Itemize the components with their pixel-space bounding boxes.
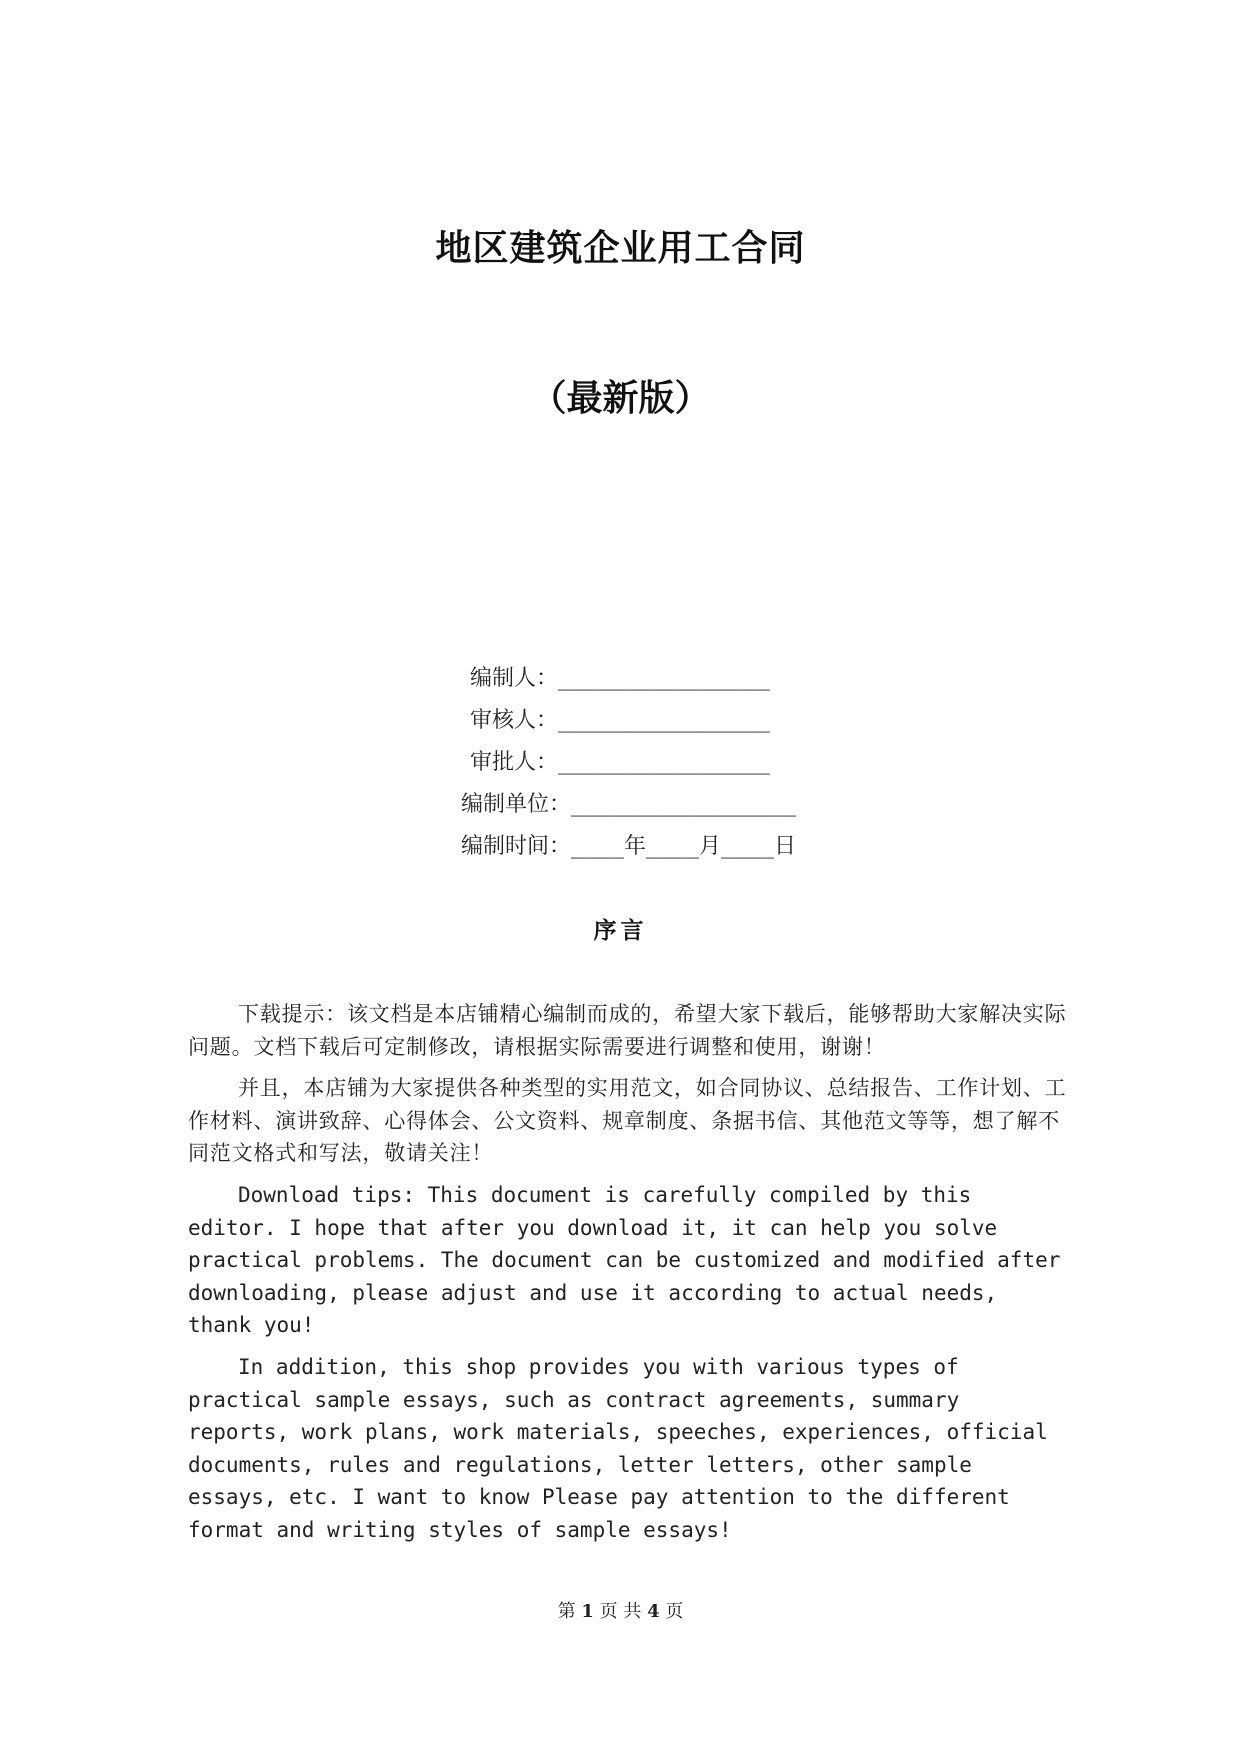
paragraph-download-tip-en: Download tips: This document is carefully compiled by this editor. I hope that after you download it, it can help you solve practical problems. The document can be customized and modified after downloading, please adjust and use it according to actual needs, thank you! [188,1182,1061,1338]
field-line-date: ____年____月____日 [571,834,796,859]
preface-body [188,998,1068,1556]
field-line-compiler: ________________ [558,666,770,691]
paragraph-additional-en: In addition, this shop provides you with various types of practical sample essays, such as contract agreements, summary reports, work plans, work materials, speeches, experiences, official documents, rules and regulations, letter letters, other sample essays, etc. I want to know Please pay attention to the different format and writing styles of sample essays! [188,1354,1048,1542]
field-row-unit [400,784,880,826]
paragraph-additional-cn: 并且，本店铺为大家提供各种类型的实用范文，如合同协议、总结报告、工作计划、工作材料、演讲致辞、心得体会、公文资料、规章制度、条据书信、其他范文等等，想了解不同范文格式和写法，敬请关注！ [188,1076,1067,1166]
document-title: 地区建筑企业用工合同 [435,227,806,269]
field-label-compiler: 编制人： [469,666,558,691]
field-label-reviewer: 审核人： [469,708,558,733]
signature-fields [400,658,880,868]
field-label-unit: 编制单位： [460,792,571,817]
field-row-compiler [400,658,880,700]
field-line-unit: _________________ [571,792,797,817]
field-row-date [400,826,880,868]
footer-prefix: 第 [557,1601,576,1622]
field-row-reviewer [400,700,880,742]
page-footer [0,1600,1241,1624]
field-line-approver: ________________ [558,750,770,775]
footer-middle: 页 共 [599,1601,642,1622]
footer-page-number: 1 [581,1601,594,1622]
paragraph-download-tip-cn: 下载提示：该文档是本店铺精心编制而成的，希望大家下载后，能够帮助大家解决实际问题。文档下载后可定制修改，请根据实际需要进行调整和使用，谢谢！ [188,1002,1067,1059]
footer-total-pages: 4 [647,1601,660,1622]
preface-heading: 序言 [593,918,648,944]
field-line-reviewer: ________________ [558,708,770,733]
document-subtitle: （最新版） [530,377,711,419]
field-label-approver: 审批人： [469,750,558,775]
field-row-approver [400,742,880,784]
footer-suffix: 页 [665,1601,684,1622]
field-label-date: 编制时间： [460,834,571,859]
